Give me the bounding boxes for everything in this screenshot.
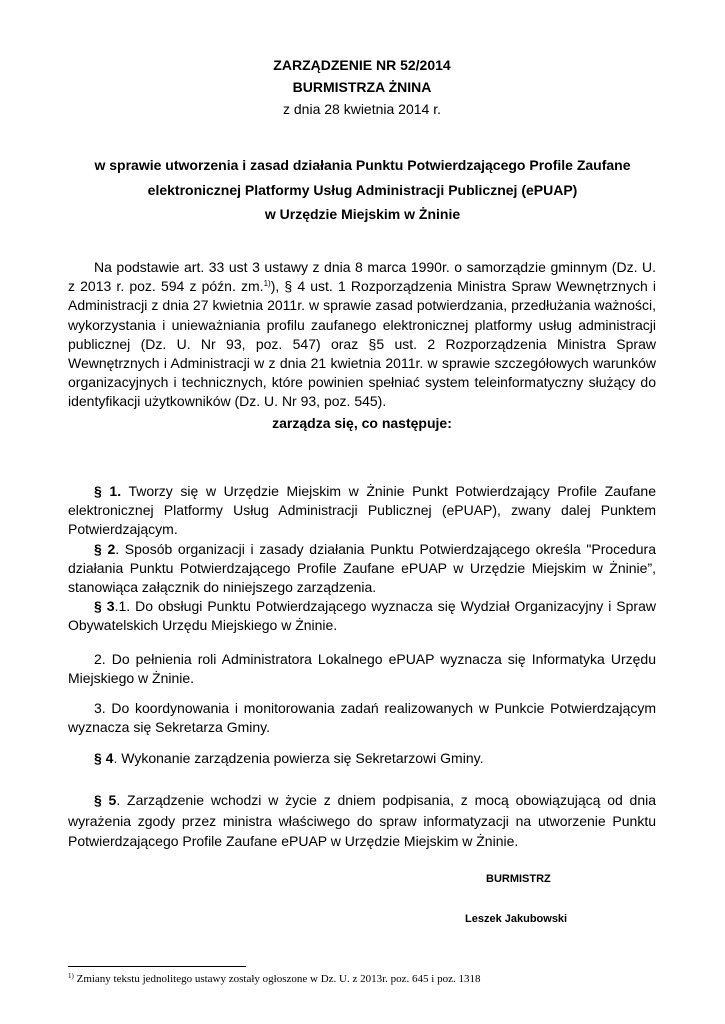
- footnote-reference: 1): [263, 279, 271, 289]
- subject-line-1: w sprawie utworzenia i zasad działania Punktu Potwierdzającego Profile Zaufane: [94, 157, 631, 173]
- section-3-paragraph-3: 3. Do koordynowania i monitorowania zadań realizowanych w Punkcie Potwierdzającym wyznacza się Sekretarza Gminy.: [68, 700, 656, 736]
- document-issuer: BURMISTRZA ŻNINA: [292, 79, 432, 95]
- section-3-number: § 3: [94, 598, 115, 615]
- document-subject: [60, 153, 665, 227]
- section-1-number: § 1.: [94, 483, 122, 499]
- document-header: [68, 54, 656, 120]
- section-3-paragraph-2: 2. Do pełnienia roli Administratora Lokalnego ePUAP wyznacza się Informatyka Urzędu Miejskiego w Żninie.: [68, 651, 656, 687]
- section-5: § 5. Zarządzenie wchodzi w życie z dniem podpisania, z mocą obowiązującą od dnia wyrażenia zgody przez ministra właściwego do spraw informatyzacji na utworzenie Punktu Potwierdzającego Profile Zaufane ePUAP w Urzędzie Miejskim w Żninie.: [68, 792, 657, 849]
- section-2: § 2. Sposób organizacji i zasady działania Punktu Potwierdzającego określa "Procedura działania Punktu Potwierdzającego Profile Zaufane ePUAP w Urzędzie Miejskim w Żninie”, stanowiąca załącznik do niniejszego zarządzenia.: [68, 540, 656, 596]
- section-5-number: § 5: [94, 792, 117, 808]
- footnote: $^{1)}$ Zmiany tekstu jednolitego ustawy zostały ogłoszone w Dz. U. z 2013r. poz. 645 i poz. 1318: [68, 972, 481, 985]
- section-4: § 4. Wykonanie zarządzenia powierza się Sekretarzowi Gminy.: [94, 750, 484, 766]
- section-1-2-3: [68, 482, 656, 636]
- preamble: [68, 258, 656, 433]
- footnote-divider: [68, 966, 246, 967]
- section-1: § 1. Tworzy się w Urzędzie Miejskim w Żninie Punkt Potwierdzający Profile Zaufane elektronicznej Platformy Usług Administracji Publicznej (ePUAP), zwany dalej Punktem Potwierdzającym.: [68, 483, 656, 538]
- document-title: ZARZĄDZENIE NR 52/2014: [273, 57, 451, 73]
- decree-clause: zarządza się, co następuje:: [272, 414, 452, 431]
- section-2-number: § 2: [94, 540, 116, 557]
- signature-role: BURMISTRZ: [486, 873, 551, 885]
- section-4-number: § 4: [94, 750, 114, 766]
- footnote-mark: 1): [68, 972, 74, 980]
- subject-line-2: elektronicznej Platformy Usług Administracji Publicznej (ePUAP): [147, 181, 578, 198]
- section-3: § 3.1. Do obsługi Punktu Potwierdzającego wyznacza się Wydział Organizacyjny i Spraw Obywatelskich Urzędu Miejskiego w Żninie.: [68, 598, 656, 634]
- subject-line-3: w Urzędzie Miejskim w Żninie: [264, 206, 461, 222]
- signature-name: Leszek Jakubowski: [465, 913, 568, 925]
- document-date: z dnia 28 kwietnia 2014 r.: [283, 101, 441, 117]
- preamble-text: Na podstawie art. 33 ust 3 ustawy z dnia 8 marca 1990r. o samorządzie gminnym (Dz. U. z 2013 r. poz. 594 z późn. zm.$^{1)}$), § 4 ust. 1 Rozporządzenia Ministra Spraw Wewnętrznych i Administracji z dnia 27 kwietnia 2011r. w sprawie zasad potwierdzania, przedłużania ważności, wykorzystania i unieważniania profilu zaufanego elektronicznej platformy usług administracji publicznej (Dz. U. Nr 93, poz. 547) oraz §5 ust. 2 Rozporządzenia Ministra Spraw Wewnętrznych i Administracji w z dnia 21 kwietnia 2011r. w sprawie szczegółowych warunków organizacyjnych i technicznych, które powinien spełniać system teleinformatyczny służący do identyfikacji użytkowników (Dz. U. Nr 93, poz. 545).: [68, 259, 656, 410]
